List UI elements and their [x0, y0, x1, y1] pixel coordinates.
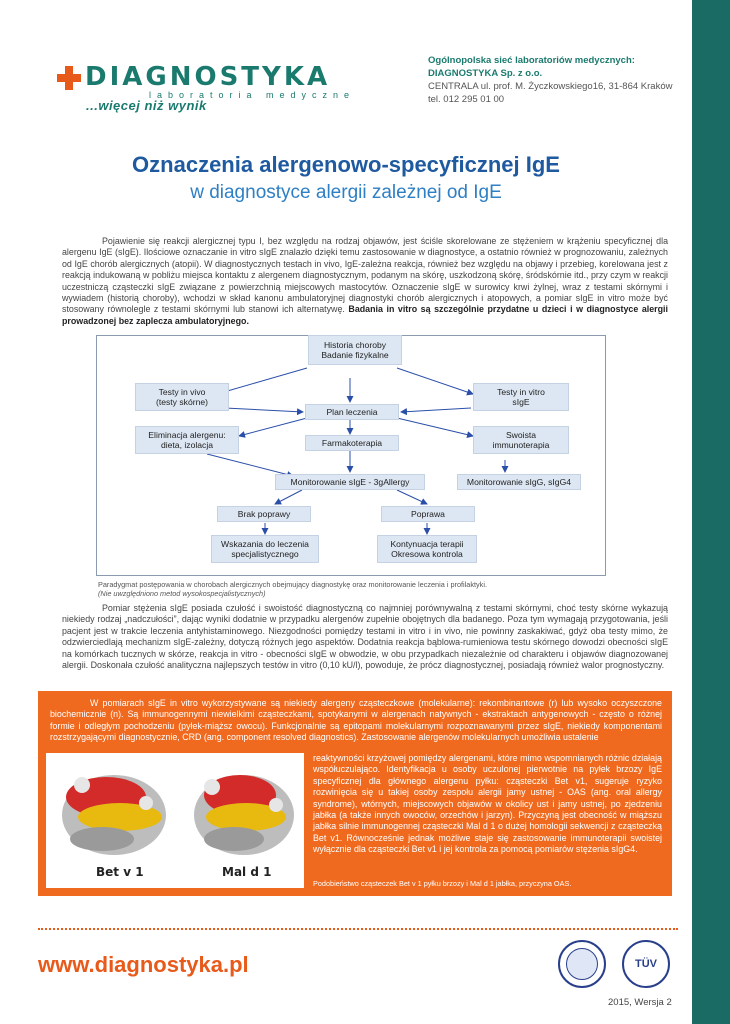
- contact-line-2: DIAGNOSTYKA Sp. z o.o.: [428, 68, 543, 79]
- box-monitorowanie-sige: Monitorowanie sIgE - 3gAllergy: [275, 474, 425, 490]
- box-wskazania: [211, 535, 319, 563]
- certification-seal-icon: [558, 940, 606, 988]
- box-monitorowanie-sigg: Monitorowanie sIgG, sIgG4: [457, 474, 581, 490]
- box-farmakoterapia: Farmakoterapia: [305, 435, 399, 451]
- contact-phone: tel. 012 295 01 00: [428, 94, 505, 105]
- box-eliminacja-line2: dieta, izolacja: [160, 440, 214, 450]
- brand-name: DIAGNOSTYKA: [85, 62, 331, 92]
- box-plan: Plan leczenia: [305, 404, 399, 420]
- box-swoista: [473, 426, 569, 454]
- arrow: [217, 368, 307, 394]
- medical-cross-icon: [57, 66, 81, 90]
- label-mal-d1: Mal d 1: [222, 865, 272, 879]
- intro-paragraph: [62, 236, 668, 327]
- box-testy-vitro: [473, 383, 569, 411]
- arrow: [397, 418, 473, 436]
- box-kontynuacja-line2: Okresowa kontrola: [391, 549, 463, 559]
- arrow: [225, 408, 303, 412]
- brand-tagline: ...więcej niż wynik: [86, 98, 207, 113]
- contact-line-1: Ogólnopolska sieć laboratoriów medycznych:: [428, 55, 635, 66]
- molecule-bet-v1: [62, 775, 166, 855]
- second-text: Pomiar stężenia sIgE posiada czułość i swoistość diagnostyczną co najmniej porównywalną z testami skórnymi, choć testy skórne wykazują niekiedy rodzaj „nadczułości”, dając wyniki dodatnie w przypadku alergenów zupełnie obojętnych dla badanego. Poza tym wymagają przygotowania, jeśli pacjent jest w trakcie leczenia antyhistaminowego. Niezgodności pomiędzy testami in vitro i in vivo, nie powinny zaskakiwać, gdyż oba testy mimo, że odzwierciedlają mechanizm sIgE-zależny, dotyczą różnych jego aspektów. Dodatnia reakcja bąblowa-rumieniowa testu skórnego dowodzi obecności sIgE na komórkach tucznych w skórze, reakcja in vitro - obecności sIgE w obwodzie, w obu przypadkach niezależnie od charakteru i objawów diagnozowanej alergii. Doskonała czułość analityczna najlepszych testów in vitro (0,10 kU/l), powoduje, że prócz diagnostycznej, posiadają również walor prognostyczny.: [62, 603, 668, 671]
- side-color-strip: [692, 0, 730, 1024]
- box-historia: [308, 335, 402, 365]
- orange-caption: Podobieństwo cząsteczek Bet v 1 pyłku brzozy i Mal d 1 jabłka, przyczyna OAS.: [313, 879, 572, 888]
- page-title: Oznaczenia alergenowo-specyficznej IgE: [132, 152, 560, 177]
- intro-bold-text: Badania in vitro są szczególnie przydatne u dzieci i w diagnostyce alergii prowadzonej bez zaplecza ambulatoryjnego.: [62, 304, 668, 326]
- box-testy-vitro-line1: Testy in vitro: [497, 386, 545, 397]
- orange-text-side: reaktywności krzyżowej pomiędzy alergenami, które mimo wspomnianych różnic działają współuczulająco. Identyfikacja u osoby uczulonej pierwotnie na pyłek brzozy IgE specyficznej dla głównego alergenu pyłku: cząsteczki Bet v1, sugeruje ryzyko rozwinięcia się u takiej osoby zespołu alergii jamy ustnej - OAS (ang. oral allergy syndrome), wtórnych, miejscowych objawów w okolicy ust i jamy ustnej, po zjedzeniu jabłka (a także innych owoców, orzechów i jarzyn). Przyczyną jest obecność w miąższu jabłka silnie immunogennej cząsteczki Mal d 1 o dużej homologii sekwencji z cząsteczką Bet v1. Równocześnie jednak możliwe staje się zastosowanie immunoterapii swoistej wyłącznie dla cząsteczki Bet v1 i jej kontrola za pomocą pomiarów stężenia sIgG4.: [313, 753, 662, 855]
- diagram-arrows: [97, 336, 607, 577]
- website-link[interactable]: www.diagnostyka.pl: [38, 952, 249, 977]
- arrow: [239, 418, 307, 436]
- arrow: [207, 454, 293, 476]
- box-testy-vitro-line2: sIgE: [512, 397, 530, 407]
- box-kontynuacja: [377, 535, 477, 563]
- dotted-divider: [38, 928, 678, 930]
- diagram-caption-line2: (Nie uwzględniono metod wysokospecjalistycznych): [98, 589, 266, 598]
- arrow: [275, 490, 302, 504]
- box-poprawa: Poprawa: [381, 506, 475, 522]
- contact-block: [428, 54, 672, 106]
- arrow: [397, 490, 427, 504]
- box-testy-vivo: [135, 383, 229, 411]
- footer-version: 2015, Wersja 2: [608, 997, 672, 1008]
- brand-subname: laboratoria medyczne: [149, 90, 356, 100]
- box-eliminacja: [135, 426, 239, 454]
- orange-info-box: [38, 691, 672, 896]
- flow-diagram: [96, 335, 606, 576]
- diagram-caption-line1: Paradygmat postępowania w chorobach alergicznych obejmujący diagnostykę oraz monitorowanie leczenia i profilaktyki.: [98, 580, 487, 589]
- box-swoista-line2: immunoterapia: [492, 440, 550, 450]
- box-testy-vivo-line2: (testy skórne): [155, 397, 209, 407]
- diagram-caption: [98, 580, 487, 598]
- box-historia-line2: Badanie fizykalne: [321, 350, 389, 360]
- box-swoista-line1: Swoista: [505, 429, 537, 440]
- box-kontynuacja-line1: Kontynuacja terapii: [390, 538, 464, 549]
- molecule-mal-d1: [194, 775, 294, 855]
- intro-text: Pojawienie się reakcji alergicznej typu I, bez względu na rodzaj objawów, jest ściśle skorelowane ze stężeniem w krążeniu specyficznej dla alergenu IgE (sIgE). Ilościowe oznaczanie in vitro sIgE znalazło dzięki temu zastosowanie w diagnostyce, a ostatnio również w prognozowaniu, zależnych od IgE chorób alergicznych (atopii). W diagnostycznych testach in vivo, IgE-zależna reakcja, również bez względu na objawy i przebieg, korelowana jest z reakcją indukowaną w pobliżu miejsca kontaktu z alergenem diagnostycznym, podanym na skórę, uszkodzoną skórę, śródskórnie itd., przy czym w reakcji uczestniczą cząsteczki sIgE związane z powierzchnią miejscowych mastocytów. Oznaczenie sIgE w surowicy krwi żylnej, wraz z testami skórnymi i wywiadem (historią choroby), wchodzi w skład kanonu ambulatoryjnej diagnostyki chorób alergicznych i atopowych, a pomiar sIgE in vitro może być stosowany równolegle z testami skórnymi lub stanowi ich alternatywę.: [62, 236, 668, 315]
- box-eliminacja-line1: Eliminacja alergenu:: [148, 429, 226, 440]
- contact-address: CENTRALA ul. prof. M. Życzkowskiego16, 31-864 Kraków: [428, 81, 673, 92]
- orange-text-top-content: W pomiarach sIgE in vitro wykorzystywane są niekiedy alergeny cząsteczkowe (molekularne): rekombinantowe (r) lub wysoko oczyszczone biochemicznie (n). Są immunogennymi niewielkimi cząsteczkami, spotykanymi w alergenach natywnych - ekstraktach antygenowych - często o różnej formie i odległym pochodzeniu (pyłek-miąższ owocu). Funkcjonalnie są epitopami molekularnymi rozpoznawanymi przez sIgE, niekiedy komponentami rozstrzygającymi diagnostycznie, CRD (ang. component resolved diagnostics). Zastosowanie alergenów molekularnych umożliwia ustalenie: [50, 698, 662, 743]
- tuv-badge-icon: [622, 940, 670, 988]
- box-wskazania-line1: Wskazania do leczenia: [221, 538, 309, 549]
- box-historia-line1: Historia choroby: [323, 339, 387, 350]
- orange-text-top: [50, 698, 662, 744]
- arrow: [397, 368, 473, 394]
- arrow: [401, 408, 471, 412]
- label-bet-v1: Bet v 1: [96, 865, 144, 879]
- second-paragraph: [62, 603, 668, 671]
- box-wskazania-line2: specjalistycznego: [231, 549, 299, 559]
- box-brak-poprawy: Brak poprawy: [217, 506, 311, 522]
- box-testy-vivo-line1: Testy in vivo: [158, 386, 206, 397]
- tuv-label: TÜV: [635, 958, 657, 970]
- molecule-image: [46, 753, 304, 888]
- page-subtitle: w diagnostyce alergii zależnej od IgE: [190, 182, 502, 203]
- logo: [57, 60, 357, 112]
